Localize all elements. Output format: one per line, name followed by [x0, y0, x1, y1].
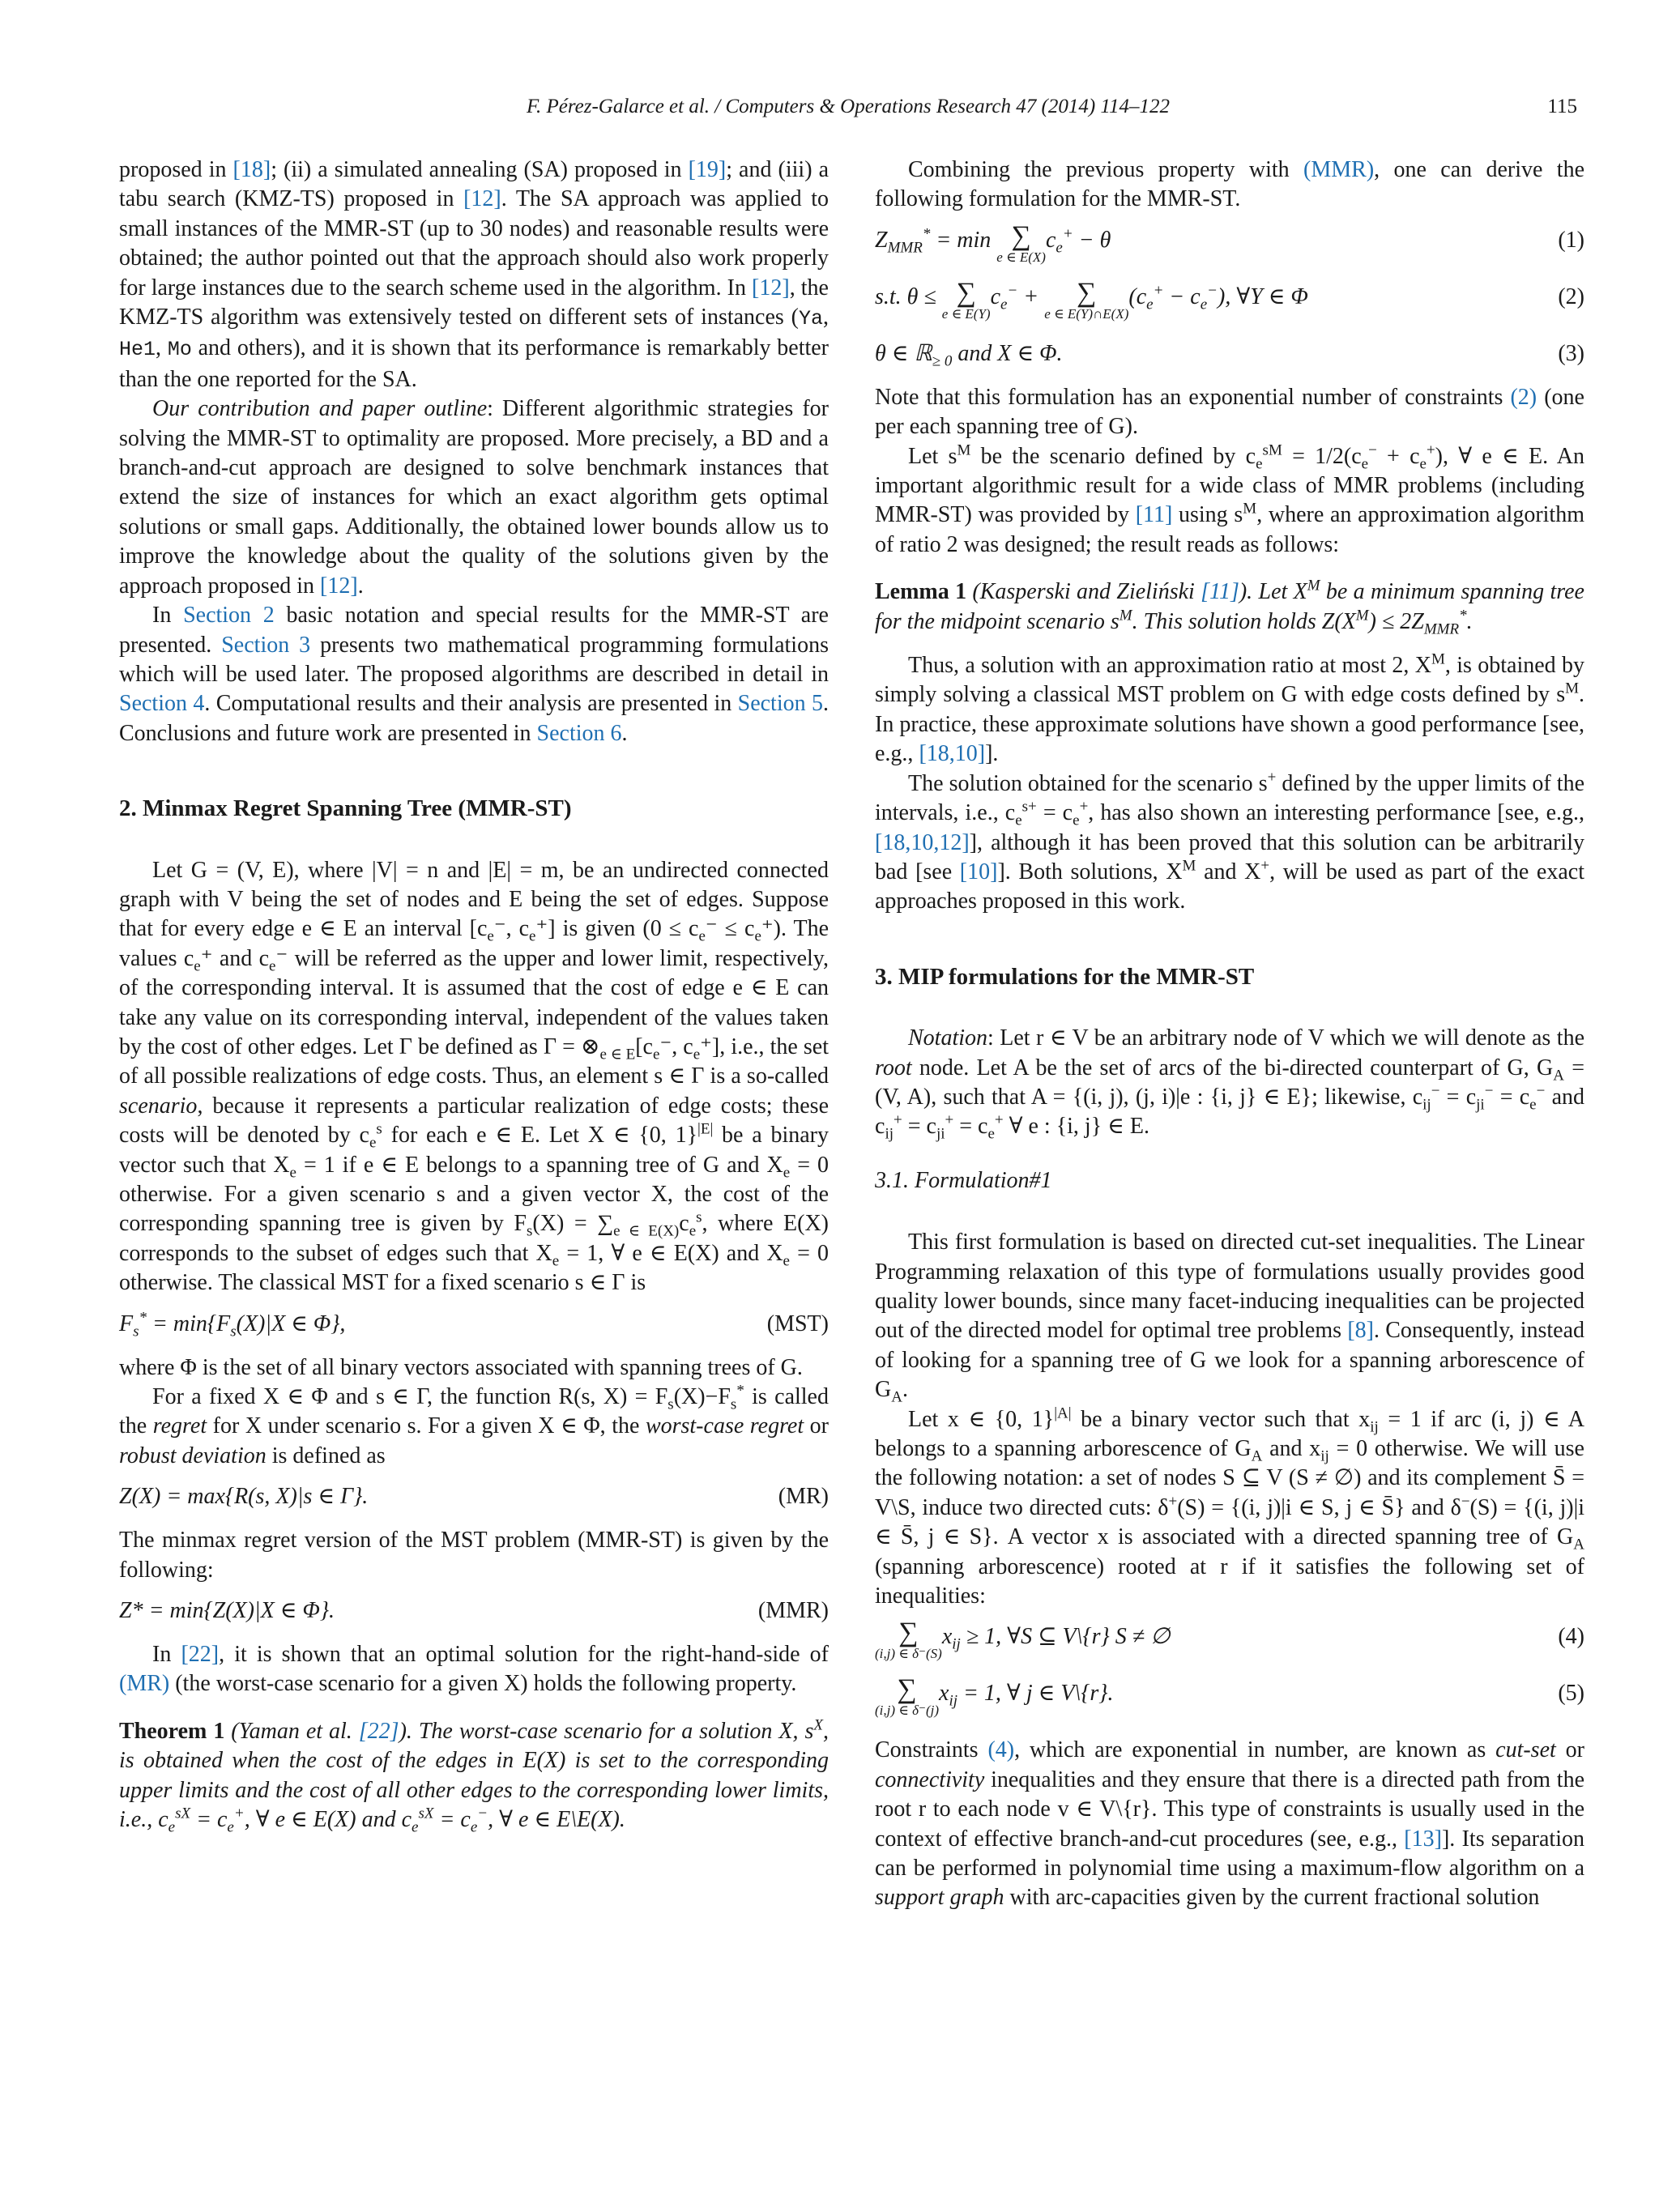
theorem-1: Theorem 1 (Yaman et al. [22]). The worst-case scenario for a solution X, $s^X$, is obtained when the cost of the edges in E(X) is set to the corresponding upper limits and the cost of all other edges to the corresponding lower limits, i.e., $c_e^{sX} = c_e^+$, ∀ e ∈ E(X) and $c_e^{sX} = c_e^-$, ∀ e ∈ E\E(X). — [119, 1716, 829, 1836]
paragraph-property: In [22], it is shown that an optimal solution for the right-hand-side of (MR) (the worst-case scenario for a given X) holds the following property. — [119, 1642, 829, 1697]
citation-link[interactable]: [13] — [1404, 1826, 1442, 1852]
equation-4: ∑ (i,j) ∈ δ⁻(S) $x_{ij} \ge 1$, ∀S ⊆ V\{r} S ≠ ∅ (4) — [875, 1622, 1584, 1668]
equation-link[interactable]: (4) — [987, 1737, 1015, 1763]
paragraph-midpoint: Let $s^M$ be the scenario defined by $c_e^{sM} = 1/2(c_e^- + c_e^+)$, ∀ e ∈ E. An important algorithmic result for a wide class of MMR problems (including MMR-ST) was provided by [11] using $s^M$, where an approximation algorithm of ratio 2 was designed; the result reads as follows: — [875, 441, 1584, 557]
section-link[interactable]: Section 5 — [737, 691, 824, 717]
paragraph-approximation: Thus, a solution with an approximation ratio at most 2, $X^M$, is obtained by simply solving a classical MST problem on G with edge costs defined by $s^M$. In practice, these approximate solutions have shown a good performance [see, e.g., [18,10]]. — [875, 650, 1585, 767]
citation-link[interactable]: [22] — [358, 1718, 399, 1744]
paragraph-definitions: Let G = (V, E), where |V| = n and |E| = m, be an undirected connected graph with V being the set of nodes and E being the set of edges. Suppose that for every edge e ∈ E an interval [$c_e^-$, $c_e^+$] is given $(0 \le c_e^- \le c_e^+)$. The values $c_e^+$ and $c_e^-$ will be referred as the upper and lower limit, respectively, of the corresponding interval. It is assumed that the cost of edge e ∈ E can take any value on its corresponding interval, independent of the values taken by the cost of other edges. Let Γ be defined as $\Gamma = \otimes_{e \in E}[c_e^-$, $c_e^+$], i.e., the set of all possible realizations of edge costs. Thus, an element s ∈ Γ is a so-called scenario, because it represents a particular realization of edge costs; these costs will be denoted by $c_e^s$ for each e ∈ E. Let X ∈ {0, 1}$^{|E|}$ be a binary vector such that $X_e = 1$ if e ∈ E belongs to a spanning tree of G and $X_e = 0$ otherwise. For a given scenario s and a given vector X, the cost of the corresponding spanning tree is given by $F_s(X) = \sum_{e \in E(X)}c_e^s$, where E(X) corresponds to the subset of edges such that $X_e = 1$, ∀ e ∈ E(X) and $X_e = 0$ otherwise. The classical MST for a fixed scenario s ∈ Γ is — [119, 857, 830, 1296]
citation-link[interactable]: [10] — [959, 859, 998, 884]
equation-number: (5) — [1558, 1681, 1584, 1707]
equation-number: (1) — [1558, 227, 1584, 253]
paragraph-regret: For a fixed X ∈ Φ and s ∈ Γ, the function R(s, $X) = F_s(X)-F_s^*$ is called the regret for X under scenario s. For a given X ∈ Φ, the worst-case regret or robust deviation is defined as — [119, 1382, 829, 1468]
section-link[interactable]: Section 4 — [119, 691, 205, 717]
equation-mmr: Z* = min{Z(X)|X ∈ Φ}. (MMR) — [119, 1596, 829, 1629]
equation-number: (3) — [1558, 340, 1584, 366]
equation-mr: Z(X) = max{R(s, X)|s ∈ Γ}. (MR) — [119, 1482, 829, 1515]
equation-2: s.t. θ ≤ ∑ e ∈ E(Y) $c_e^-$ + ∑ e ∈ E(Y)∩E(X) $(c_e^+ - c_e^-)$, ∀Y ∈ Φ (2) — [875, 283, 1584, 328]
theorem-label: Theorem 1 — [119, 1718, 225, 1744]
equation-number: (MR) — [778, 1484, 829, 1510]
equation-link[interactable]: (MR) — [119, 1671, 170, 1697]
paragraph-formulation1: This first formulation is based on directed cut-set inequalities. The Linear Programming relaxation of this type of formulations usually provides good quality lower bounds, since many facet-inducing inequalities can be projected out of the directed model for optimal tree problems [8]. Consequently, instead of looking for a spanning tree of G we look for a spanning arborescence of $G_A$. — [875, 1230, 1584, 1406]
equation-5: ∑ (i,j) ∈ δ⁻(j) $x_{ij} = 1$, ∀ j ∈ V\{r}. (5) — [875, 1679, 1584, 1724]
paragraph-contribution: Our contribution and paper outline: Different algorithmic strategies for solving the MMR-ST to optimality are proposed. More precisely, a BD and a branch-and-cut approach are designed to solve benchmark instances that extend the size of instances for which an exact algorithm gets optimal solutions or small gaps. Additionally, the obtained lower bounds allow us to improve the knowledge about the quality of the solutions given by the approach proposed in [12]. — [119, 396, 829, 599]
paragraph-outline: In Section 2 basic notation and special results for the MMR-ST are presented. Section 3 presents two mathematical programming formulations which will be used later. The proposed algorithms are described in detail in Section 4. Computational results and their analysis are presented in Section 5. Conclusions and future work are presented in Section 6. — [119, 603, 830, 746]
equation-3: θ ∈ ℝ$_{\ge 0}$ and X ∈ Φ. (3) — [875, 340, 1584, 370]
citation-link[interactable]: [12] — [463, 186, 501, 212]
paragraph-upper-scenario: The solution obtained for the scenario s+ defined by the upper limits of the intervals, i.e., $c_e^{s+} = c_e^+$, has also shown an interesting performance [see, e.g., [18,10,12]], although it has been proved that this solution can be arbitrarily bad [see [10]]. Both solutions, $X^M$ and X+, will be used as part of the exact approaches proposed in this work. — [875, 769, 1584, 914]
citation-link[interactable]: [8] — [1347, 1318, 1374, 1344]
section-link[interactable]: Section 3 — [221, 632, 311, 658]
paragraph-exponential: Note that this formulation has an exponential number of constraints (2) (one per each spanning tree of G). — [875, 384, 1584, 440]
citation-link[interactable]: [18] — [232, 157, 271, 182]
right-column — [875, 156, 1584, 1913]
paragraph-cutset: Constraints (4), which are exponential in number, are known as cut-set or connectivity inequalities and they ensure that there is a directed path from the root r to each node v ∈ V\{r}. This type of constraints is usually used in the context of effective branch-and-cut procedures (see, e.g., [13]]. Its separation can be performed in polynomial time using a maximum-flow algorithm on a support graph with arc-capacities given by the current fractional solution — [875, 1737, 1584, 1911]
citation-link[interactable]: [11] — [1135, 502, 1173, 528]
summation: ∑ e ∈ E(X) — [996, 220, 1046, 265]
running-header — [119, 96, 1577, 128]
equation-link[interactable]: (2) — [1510, 384, 1537, 410]
equation-number: (MST) — [766, 1311, 829, 1336]
citation-link[interactable]: [22] — [181, 1642, 220, 1668]
equation-link[interactable]: (MMR) — [1303, 157, 1375, 182]
paragraph-phi: where Φ is the set of all binary vectors associated with spanning trees of G. — [119, 1354, 803, 1380]
equation-1: $Z_{MMR}^* = \min$ ∑ e ∈ E(X) $c_e^+ - \theta$ (1) — [875, 226, 1584, 271]
citation-link[interactable]: [19] — [688, 157, 727, 182]
citation-link[interactable]: [12] — [320, 573, 358, 599]
equation-number: (2) — [1558, 283, 1584, 309]
section-heading-2: 2. Minmax Regret Spanning Tree (MMR-ST) — [119, 795, 572, 822]
page-number: 115 — [1547, 96, 1577, 117]
paragraph-notation: Notation: Let r ∈ V be an arbitrary node of V which we will denote as the root node. Let A be the set of arcs of the bi-directed counterpart of G, $G_A = (V$, A), such that A = {(i, j), (j, i)|e : {i, j} ∈ E}; likewise, $c_{ij}^- = c_{ji}^- = c_e^-$ and $c_{ij}^+ = c_{ji}^+ = c_e^+$ ∀ e : {i, j} ∈ E. — [875, 1025, 1585, 1143]
equation-number: (MMR) — [757, 1598, 829, 1624]
paragraph-arborescence: Let x ∈ {0, 1}$^{|A|}$ be a binary vector such that $x_{ij} = 1$ if arc (i, j) ∈ A belongs to a spanning arborescence of $G_A$ and $x_{ij} = 0$ otherwise. We will use the following notation: a set of nodes S ⊆ V (S ≠ ∅) and its complement S̄ = V\S, induce two directed cuts: δ+(S) = {(i, j)|i ∈ S, j ∈ S̄} and δ−(S) = {(i, j)|i ∈ S̄, j ∈ S}. A vector x is associated with a directed spanning tree of $G_A$ (spanning arborescence) rooted at r if it satisfies the following set of inequalities: — [875, 1404, 1585, 1609]
equation-number: (4) — [1558, 1624, 1584, 1650]
summation: ∑ e ∈ E(Y)∩E(X) — [1044, 277, 1129, 322]
subsection-heading-3-1: 3.1. Formulation#1 — [875, 1167, 1052, 1193]
left-column — [119, 156, 829, 1835]
lemma-1: Lemma 1 (Kasperski and Zieliński [11]). Let $X^M$ be a minimum spanning tree for the midpoint scenario $s^M$. This solution holds $Z(X^M) \le 2Z_{MMR}^*$. — [875, 577, 1584, 638]
paragraph-mmr-intro: The minmax regret version of the MST problem (MMR-ST) is given by the following: — [119, 1528, 829, 1583]
paragraph-intro-methods: proposed in [18]; (ii) a simulated annealing (SA) proposed in [19]; and (iii) a tabu search (KMZ-TS) proposed in [12]. The SA approach was applied to small instances of the MMR-ST (up to 30 nodes) and reasonable results were obtained; the author pointed out that the approach should also work properly for large instances due to the search scheme used in the algorithm. In [12], the KMZ-TS algorithm was extensively tested on different sets of instances (Ya, He1, Mo and others), and it is shown that its performance is remarkably better than the one reported for the SA. — [119, 157, 829, 392]
summation: ∑ (i,j) ∈ δ⁻(S) — [875, 1617, 942, 1662]
equation-mst: $F_s^* = \min\{F_s(X)|X$ ∈ Φ}, (MST) — [119, 1309, 829, 1340]
summation: ∑ e ∈ E(Y) — [941, 277, 991, 322]
section-link[interactable]: Section 6 — [536, 720, 622, 746]
lemma-label: Lemma 1 — [875, 579, 967, 605]
section-link[interactable]: Section 2 — [183, 603, 275, 629]
running-title: F. Pérez-Galarce et al. / Computers & Operations Research 47 (2014) 114–122 — [526, 96, 1171, 117]
citation-link[interactable]: [12] — [752, 275, 790, 300]
citation-link[interactable]: [18,10] — [919, 741, 986, 767]
section-heading-3: 3. MIP formulations for the MMR-ST — [875, 963, 1255, 990]
summation: ∑ (i,j) ∈ δ⁻(j) — [875, 1674, 940, 1719]
citation-link[interactable]: [18,10,12] — [875, 829, 970, 855]
paragraph-combining: Combining the previous property with (MMR), one can derive the following formulation for the MMR-ST. — [875, 157, 1584, 212]
citation-link[interactable]: [11] — [1201, 579, 1239, 605]
